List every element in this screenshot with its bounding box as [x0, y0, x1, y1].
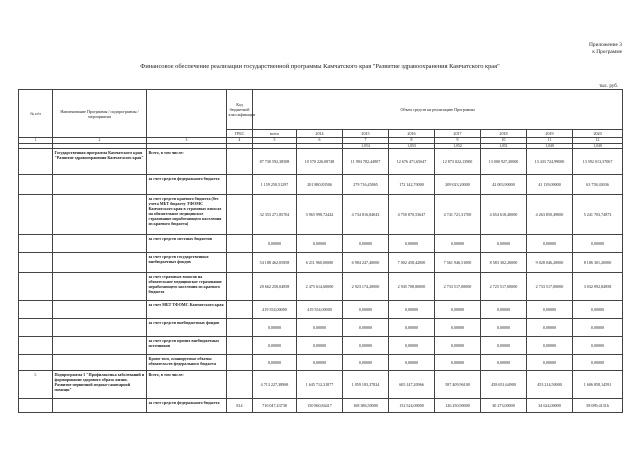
row-source: за счет средств федерального бюджета	[147, 175, 227, 195]
year-code: 1,040	[527, 143, 573, 149]
row-value: 2 945 708,80000	[389, 273, 435, 301]
row-name	[53, 301, 147, 319]
row-name: Государственная программа Камчатского края "Развитие здравоохранения Камчатского края"	[53, 149, 147, 175]
row-num	[19, 319, 53, 337]
row-grbs	[227, 355, 253, 371]
financing-table	[18, 89, 623, 413]
column-number: 1	[19, 138, 53, 144]
row-value: 54 188 462,05858	[253, 253, 297, 273]
row-num	[19, 149, 53, 175]
year-code: 1,052	[435, 143, 481, 149]
table-row	[19, 195, 623, 235]
row-value: 0,00000	[481, 355, 527, 371]
row-value: 0,00000	[297, 235, 343, 253]
row-name	[53, 319, 147, 337]
row-value: 2 733 517,00000	[527, 273, 573, 301]
row-value: 34 624,00000	[527, 399, 573, 413]
header-year: 2020	[573, 130, 623, 138]
row-value: 4 713 227,38968	[253, 371, 297, 399]
row-value: 0,00000	[573, 235, 623, 253]
table-row	[19, 319, 623, 337]
row-name	[53, 273, 147, 301]
column-number: 10	[481, 138, 527, 144]
appendix-line-2: к Программе	[592, 49, 622, 55]
row-name	[53, 175, 147, 195]
row-num	[19, 337, 53, 355]
row-value: 201 880,83506	[297, 175, 343, 195]
header-num: № п/п	[19, 90, 53, 138]
table-row	[19, 253, 623, 273]
row-value: 0,00000	[435, 235, 481, 253]
row-value: 13 000 927,20000	[481, 149, 527, 175]
header-year: 2019	[527, 130, 573, 138]
table-row	[19, 301, 623, 319]
row-value: 0,00000	[389, 337, 435, 355]
row-value: 0,00000	[297, 319, 343, 337]
row-value: 6 984 247,40000	[343, 253, 389, 273]
year-code: 1,053	[389, 143, 435, 149]
row-grbs	[227, 273, 253, 301]
column-number: 11	[527, 138, 573, 144]
row-grbs	[227, 301, 253, 319]
row-value: 0,00000	[297, 355, 343, 371]
row-value: 1 645 712,31877	[297, 371, 343, 399]
row-name	[53, 235, 147, 253]
row-value: 12 873 022,13900	[435, 149, 481, 175]
row-value: 0,00000	[253, 337, 297, 355]
row-value: 0,00000	[527, 319, 573, 337]
row-num	[19, 355, 53, 371]
year-code: 1,054	[343, 143, 389, 149]
row-name	[53, 399, 147, 413]
row-name: Подпрограмма 1 "Профилактика заболеваний и формирование здорового образа жизни. Развитие первичной медико-санитарной помощи"	[53, 371, 147, 399]
document-title: Финансовое обеспечение реализации государственной программы Камчатского края "Развитие здравоохранения Камчатского края"	[140, 63, 500, 70]
row-value: 0,00000	[435, 337, 481, 355]
row-value: 4 750 870,53647	[389, 195, 435, 235]
row-value: 458 651,64900	[481, 371, 527, 399]
table-row	[19, 273, 623, 301]
row-source: Всего, в том числе:	[147, 149, 227, 175]
row-num	[19, 235, 53, 253]
row-source: за счет средств федерального бюджета	[147, 399, 227, 413]
row-value: 168 386,50000	[343, 399, 389, 413]
row-value: 0,00000	[573, 355, 623, 371]
row-value: 2 923 174,20000	[343, 273, 389, 301]
row-grbs	[227, 149, 253, 175]
header-name: Наименование Программы / подпрограммы / мероприятия	[53, 90, 147, 138]
row-value: 1 159 250,51297	[253, 175, 297, 195]
row-value: 9 028 046,20000	[527, 253, 573, 273]
header-year: 2018	[481, 130, 527, 138]
header-year: 2017	[435, 130, 481, 138]
row-value: 2 725 517,00000	[481, 273, 527, 301]
row-value: 710 047,43738	[253, 399, 297, 413]
row-source: за счет средств государственных внебюджетных фондов	[147, 253, 227, 273]
row-value: 0,00000	[253, 235, 297, 253]
row-num: 1.	[19, 371, 53, 399]
row-value: 4 734 816,84043	[343, 195, 389, 235]
row-value: 0,00000	[297, 337, 343, 355]
row-value: 0,00000	[435, 355, 481, 371]
row-num	[19, 399, 53, 413]
row-value: 152 524,00000	[389, 399, 435, 413]
row-value: 0,00000	[435, 301, 481, 319]
row-value: 3 032 092,84858	[573, 273, 623, 301]
row-value: 0,00000	[253, 355, 297, 371]
row-value: 10 570 226,08748	[297, 149, 343, 175]
row-value: 0,00000	[527, 301, 573, 319]
column-number: 12	[573, 138, 623, 144]
row-value: 8 186 301,20000	[573, 253, 623, 273]
row-value: 587 409,96100	[435, 371, 481, 399]
row-value: 0,00000	[343, 301, 389, 319]
row-value: 42 003,90000	[481, 175, 527, 195]
row-value: 0,00000	[435, 319, 481, 337]
row-value: 0,00000	[343, 337, 389, 355]
row-value: 0,00000	[389, 355, 435, 371]
row-grbs	[227, 319, 253, 337]
header-total: всего	[253, 130, 297, 138]
row-value: 419 554,00000	[297, 301, 343, 319]
table-row	[19, 399, 623, 413]
header-grbs: ГРБС	[227, 130, 253, 138]
table-row	[19, 371, 623, 399]
row-value: 279 716,45865	[343, 175, 389, 195]
row-value: 4 741 721,31700	[435, 195, 481, 235]
row-value: 0,00000	[343, 319, 389, 337]
row-value: 209 023,20000	[435, 175, 481, 195]
column-number: 8	[389, 138, 435, 144]
row-source: Всего, в том числе:	[147, 371, 227, 399]
row-value: 32 353 271,85704	[253, 195, 297, 235]
row-value: 0,00000	[343, 235, 389, 253]
row-grbs	[227, 253, 253, 273]
row-num	[19, 273, 53, 301]
row-value: 6 211 960,00000	[297, 253, 343, 273]
header-year: 2014	[297, 130, 343, 138]
row-value: 0,00000	[527, 355, 573, 371]
row-value: 20 662 250,04858	[253, 273, 297, 301]
row-value: 12 676 471,65647	[389, 149, 435, 175]
row-grbs: 814	[227, 399, 253, 413]
row-value: 13 592 013,37067	[573, 149, 623, 175]
row-value: 13 433 724,99000	[527, 149, 573, 175]
row-value: 0,00000	[573, 337, 623, 355]
column-number: 3	[147, 138, 227, 144]
row-value: 8 583 302,20000	[481, 253, 527, 273]
row-name	[53, 253, 147, 273]
row-name	[53, 195, 147, 235]
row-grbs	[227, 337, 253, 355]
header-year: 2015	[343, 130, 389, 138]
row-value: 0,00000	[481, 301, 527, 319]
row-value: 1 059 183,37824	[343, 371, 389, 399]
row-value: 0,00000	[253, 319, 297, 337]
row-value: 3 965 998,72442	[297, 195, 343, 235]
appendix-line-1: Приложение 3	[589, 42, 622, 48]
year-code: 1,040	[573, 143, 623, 149]
table-row	[19, 235, 623, 253]
header-year: 2016	[389, 130, 435, 138]
row-grbs	[227, 195, 253, 235]
row-source: за счет средств прочих внебюджетных источников	[147, 337, 227, 355]
row-value: 5 241 703,74873	[573, 195, 623, 235]
row-value: 0,00000	[389, 319, 435, 337]
appendix-label	[589, 42, 622, 56]
column-number: 2	[53, 138, 147, 144]
row-value: 87 730 592,38508	[253, 149, 297, 175]
header-source	[147, 90, 227, 138]
row-name	[53, 337, 147, 355]
row-value: 0,00000	[527, 337, 573, 355]
row-grbs	[227, 235, 253, 253]
header-code: Код бюджетной классификации	[227, 90, 253, 130]
column-number: 7	[343, 138, 389, 144]
row-value: 0,00000	[573, 319, 623, 337]
row-num	[19, 195, 53, 235]
row-value: 2 475 614,60000	[297, 273, 343, 301]
column-number: 9	[435, 138, 481, 144]
column-number: 6	[297, 138, 343, 144]
row-grbs	[227, 371, 253, 399]
row-value: 7 002 458,42000	[389, 253, 435, 273]
row-value: 453 214,50000	[527, 371, 573, 399]
row-value: 172 142,70000	[389, 175, 435, 195]
row-value: 419 554,00000	[253, 301, 297, 319]
row-value: 0,00000	[343, 355, 389, 371]
table-row	[19, 337, 623, 355]
row-source: за счет МБТ ТФОМС Камчатского края	[147, 301, 227, 319]
row-source: за счет средств местных бюджетов	[147, 235, 227, 253]
column-number: 5	[253, 138, 297, 144]
row-value: 0,00000	[527, 235, 573, 253]
row-value: 0,00000	[481, 319, 527, 337]
row-value: 30 273,00000	[481, 399, 527, 413]
row-value: 11 994 782,44907	[343, 149, 389, 175]
row-name	[53, 355, 147, 371]
row-num	[19, 253, 53, 273]
row-value: 605 147,20966	[389, 371, 435, 399]
row-source: за счет средств краевого бюджета (без учета МБТ бюджету ТФОМС Камчатского края в страховых взносах на обязательное медицинское страхование неработающего населения из краевого бюджета)	[147, 195, 227, 235]
row-value: 0,00000	[389, 235, 435, 253]
row-source: Кроме того, планируемые объемы обязательств федерального бюджета	[147, 355, 227, 371]
row-value: 0,00000	[481, 337, 527, 355]
row-value: 1 606 858,14591	[573, 371, 623, 399]
header-volume: Объем средств на реализацию Программы	[253, 90, 623, 130]
row-value: 63 758,43036	[573, 175, 623, 195]
column-number: 4	[227, 138, 253, 144]
row-value: 4 654 618,40000	[481, 195, 527, 235]
row-value: 0,00000	[389, 301, 435, 319]
row-value: 0,00000	[573, 301, 623, 319]
table-row	[19, 175, 623, 195]
row-source: за счет средств внебюджетных фондов	[147, 319, 227, 337]
row-value: 7 561 946,51000	[435, 253, 481, 273]
table-row	[19, 149, 623, 175]
row-value: 4 263 850,49000	[527, 195, 573, 235]
row-grbs	[227, 175, 253, 195]
row-source: за счет страховых взносов на обязательное медицинское страхование неработающего населения из краевого бюджета	[147, 273, 227, 301]
year-code: 1,051	[481, 143, 527, 149]
row-value: 41 139,00000	[527, 175, 573, 195]
table-row	[19, 355, 623, 371]
row-value: 150 860,84417	[297, 399, 343, 413]
row-value: 2 733 517,00000	[435, 273, 481, 301]
row-value: 0,00000	[481, 235, 527, 253]
row-num	[19, 175, 53, 195]
row-value: 58 089,41316	[573, 399, 623, 413]
row-value: 126 250,90000	[435, 399, 481, 413]
row-num	[19, 301, 53, 319]
units-label: тыс. руб.	[599, 84, 618, 89]
